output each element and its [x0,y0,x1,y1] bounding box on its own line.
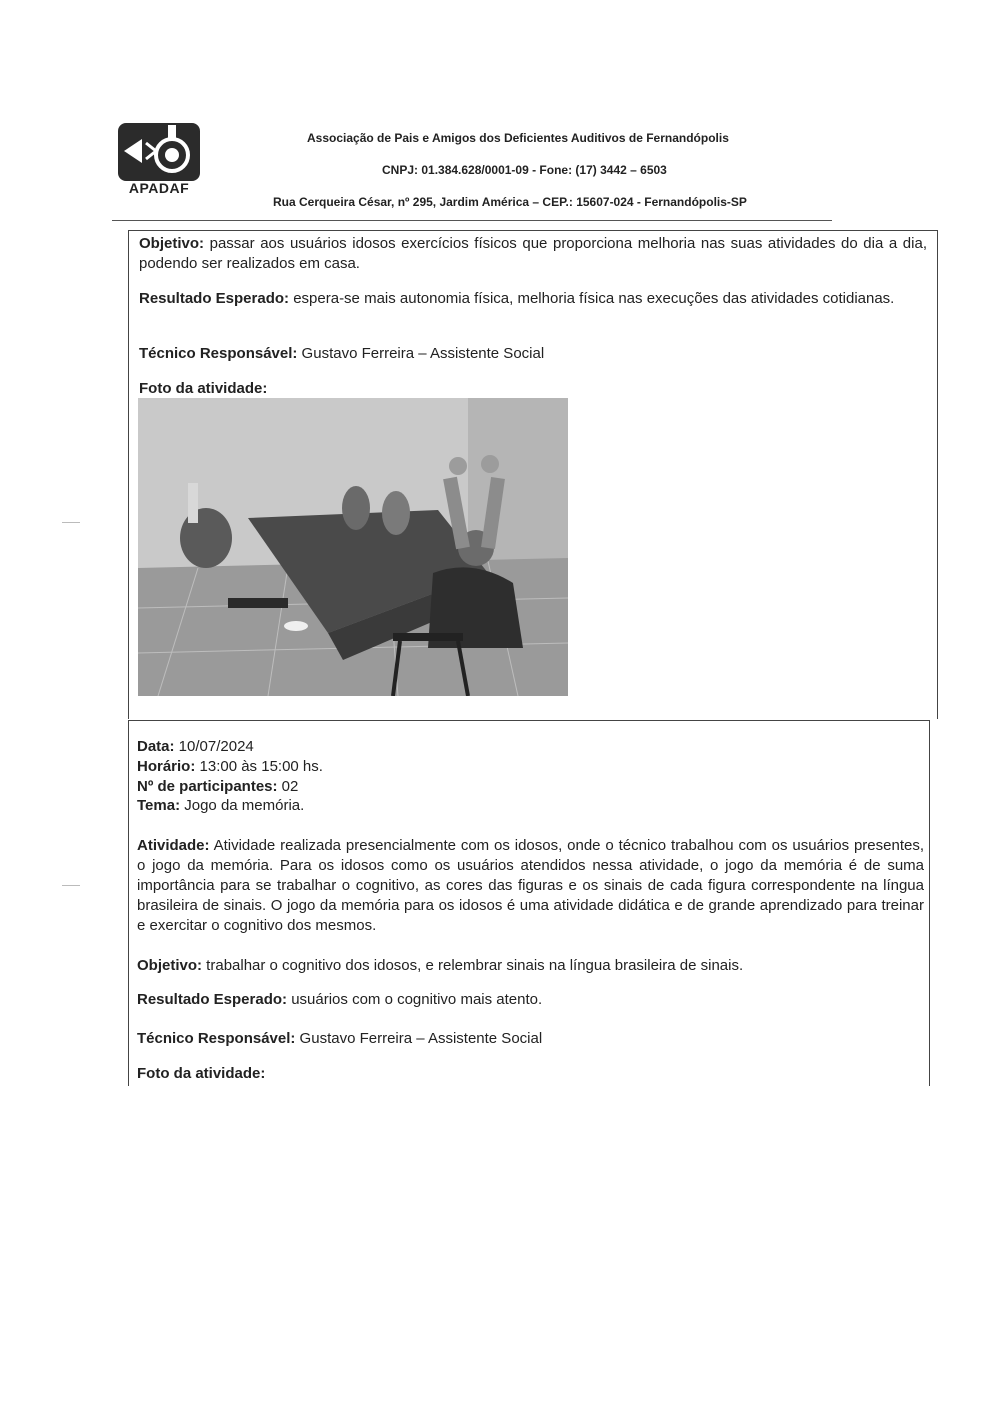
objetivo-2-label: Objetivo: [137,957,203,974]
objetivo-1 [139,234,927,274]
participantes-line [137,777,298,797]
tecnico-1-label: Técnico Responsável: [139,345,298,362]
horario-line [137,757,323,777]
foto-1-label [139,379,267,399]
tecnico-1-text: Gustavo Ferreira – Assistente Social [297,345,545,362]
atividade-2-label: Atividade: [137,837,210,854]
tecnico-2-label: Técnico Responsável: [137,1030,296,1047]
atividade-2-text: Atividade realizada presencialmente com os idosos, onde o técnico trabalhou com os usuários presentes, o jogo da memória. Para os idosos como os usuários atendidos nessa atividade, o jogo da memória é de suma importância para se trabalhar o cognitivo, as cores das figuras e os sinais de cada figura correspondente na língua brasileira de sinais. O jogo da memória para os idosos é uma atividade didática e de grande aprendizado para treinar e exercitar o cognitivo dos mesmos. [137,837,924,934]
address: Rua Cerqueira César, nº 295, Jardim América – CEP.: 15607-024 - Fernandópolis-SP [273,195,747,209]
tecnico-2 [137,1029,924,1049]
resultado-1-text: espera-se mais autonomia física, melhoria física nas execuções das atividades cotidianas. [289,290,895,307]
resultado-2-text: usuários com o cognitivo mais atento. [287,991,543,1008]
foto-2-label [137,1064,265,1084]
resultado-2-label: Resultado Esperado: [137,991,288,1008]
objetivo-1-label: Objetivo: [139,235,205,252]
resultado-2 [137,990,924,1010]
foto-2-label-text: Foto da atividade: [137,1065,266,1082]
activity-photo [138,398,568,696]
tema-line [137,796,304,816]
resultado-1 [139,289,927,309]
tecnico-2-text: Gustavo Ferreira – Assistente Social [295,1030,543,1047]
participantes-value: 02 [277,778,299,795]
scan-mark [62,885,80,886]
objetivo-1-text: passar aos usuários idosos exercícios físicos que proporciona melhoria nas suas atividades do dia a dia, podendo ser realizados em casa. [139,235,927,272]
atividade-2 [137,836,924,936]
tema-value: Jogo da memória. [180,797,305,814]
horario-label: Horário: [137,758,196,775]
org-name: Associação de Pais e Amigos dos Deficientes Auditivos de Fernandópolis [307,131,729,145]
objetivo-2-text: trabalhar o cognitivo dos idosos, e relembrar sinais na língua brasileira de sinais. [202,957,744,974]
tecnico-1 [139,344,927,364]
header-divider [112,220,832,221]
logo-text: APADAF [128,180,190,196]
horario-value: 13:00 às 15:00 hs. [195,758,323,775]
scan-mark [62,522,80,523]
tema-label: Tema: [137,797,181,814]
cnpj-phone: CNPJ: 01.384.628/0001-09 - Fone: (17) 3442 – 6503 [382,163,667,177]
data-line [137,737,254,757]
objetivo-2 [137,956,924,976]
data-value: 10/07/2024 [174,738,254,755]
resultado-1-label: Resultado Esperado: [139,290,290,307]
foto-1-label-text: Foto da atividade: [139,380,268,397]
data-label: Data: [137,738,175,755]
participantes-label: Nº de participantes: [137,778,278,795]
